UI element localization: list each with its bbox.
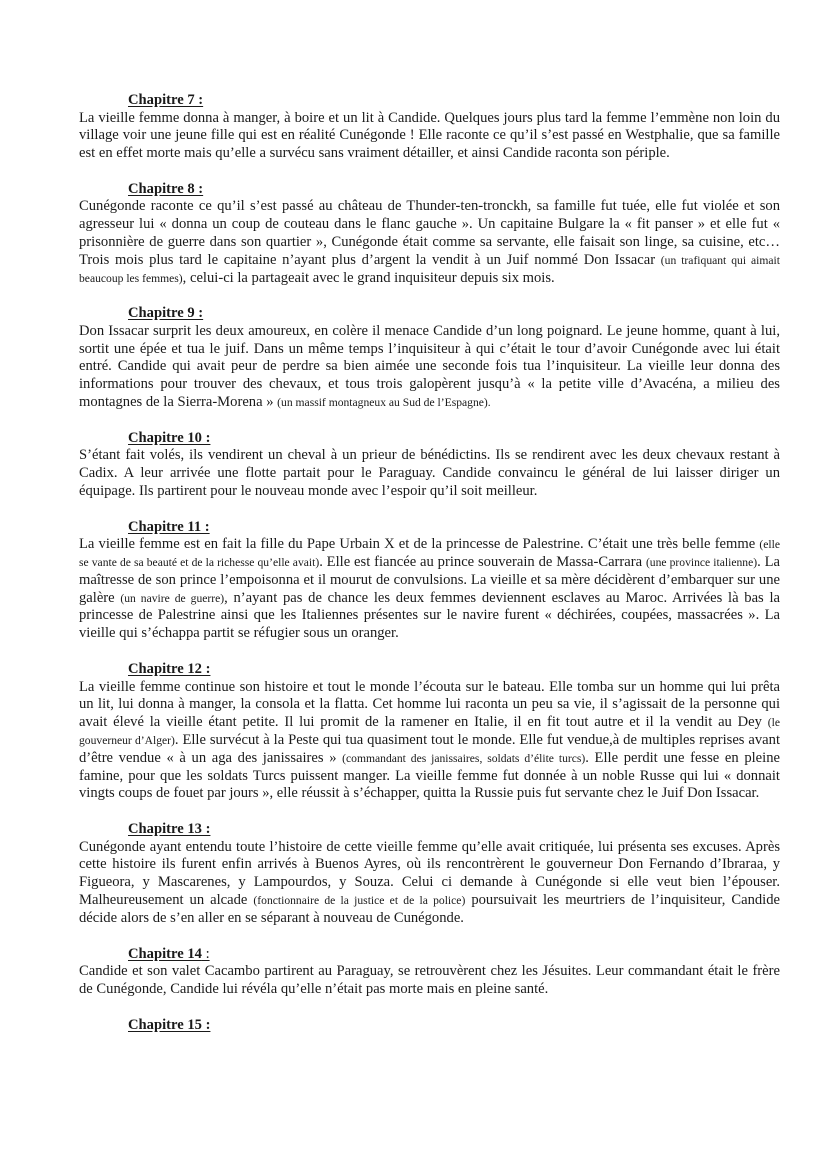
- chapter-13: [79, 821, 780, 927]
- chapter-title: Chapitre 15 :: [128, 1016, 211, 1033]
- chapter-title: Chapitre 13 :: [128, 821, 211, 838]
- parenthetical-note: (commandant des janissaires, soldats d’élite turcs): [342, 751, 586, 765]
- chapter-text: La vieille femme donna à manger, à boire et un lit à Candide. Quelques jours plus tard la femme l’emmène non loin du village voir une jeune fille qui est en réalité Cunégonde ! Elle raconte ce qu’il s’est passé en Westphalie, que sa famille est en effet morte mais qu’elle a survécu sans vraiment détailler, et ainsi Candide raconta son périple.: [79, 109, 780, 162]
- chapter-text: Cunégonde raconte ce qu’il s’est passé au château de Thunder-ten-tronckh, sa famille fut tuée, elle fut violée et son agresseur lui « donna un coup de couteau dans le flanc gauche ». Un capitaine Bulgare la « fit panser » et elle fut « prisonnière de guerre dans son quartier », Cunégonde était comme sa servante, elle faisait son linge, sa cuisine, etc… Trois mois plus tard le capitaine n’ayant plus d’argent la vendit à un Juif nommé Don Issacar (un trafiquant qui aimait beaucoup les femmes), celui-ci la partageait avec le grand inquisiteur depuis six mois.: [79, 198, 780, 286]
- chapter-text: La vieille femme continue son histoire et tout le monde l’écouta sur le bateau. Elle tomba sur un homme qui lui prêta un lit, lui donna à manger, la consola et la flatta. Cet homme lui raconta un peu sa vie, il s’agissait de la personne qui avait élevé la vieille étant petite. Il lui promit de la ramener en Italie, il en fit tout autre et il la vendit au Dey (le gouverneur d’Alger). Elle survécut à la Peste qui tua quasiment tout le monde. Elle fut vendue,à de multiples reprises avant d’être vendue « à un aga des janissaires » (commandant des janissaires, soldats d’élite turcs). Elle perdit une fesse en pleine famine, pour que les soldats Turcs puissent manger. La vieille femme fut donnée à un noble Russe qui lui « donnait vingts coups de fouet par jours », elle réussit à s’échapper, quitta la Russie puis fut servante chez le Juif Don Issacar.: [79, 678, 780, 802]
- parenthetical-note: (un trafiquant qui aimait beaucoup les femmes): [79, 253, 780, 285]
- chapter-title: Chapitre 9 :: [128, 305, 204, 322]
- chapter-8: [79, 181, 780, 287]
- parenthetical-note: (fonctionnaire de la justice et de la police): [253, 894, 466, 907]
- chapter-title: Chapitre 8 :: [128, 180, 204, 197]
- chapter-14: [79, 946, 780, 999]
- parenthetical-note: (un massif montagneux au Sud de l’Espagne).: [277, 396, 491, 410]
- chapter-15: [79, 1017, 780, 1035]
- chapter-11: [79, 519, 780, 643]
- chapter-7: [79, 92, 780, 163]
- parenthetical-note: (elle se vante de sa beauté et de la richesse qu’elle avait): [79, 538, 780, 570]
- chapter-10: [79, 430, 780, 501]
- chapter-text: S’étant fait volés, ils vendirent un cheval à un prieur de bénédictins. Ils se rendirent avec les deux chevaux restant à Cadix. A leur arrivée une flotte partait pour le Paraguay. Candide convaincu le général de lui laisser diriger un équipage. Ils partirent pour le nouveau monde avec l’espoir qu’il soit meilleur.: [79, 447, 780, 499]
- chapter-title: Chapitre 14 :: [128, 945, 210, 962]
- parenthetical-note: (un navire de guerre): [120, 591, 225, 605]
- chapter-text: Cunégonde ayant entendu toute l’histoire de cette vieille femme qu’elle avait critiquée, lui présenta ses excuses. Après cette histoire ils furent enfin arrivés à Buenos Ayres, où ils rencontrèrent le gouverneur Don Fernando d’Ibraraa, y Figueora, y Mascarenes, y Lampourdos, y Souza. Celui ci demande à Cunégonde si elle veut bien l’épouser. Malheureusement un alcade (fonctionnaire de la justice et de la police) poursuivait les meurtriers de l’inquisiteur, Candide décide alors de s’en aller en se séparant à nouveau de Cunégonde.: [79, 838, 780, 926]
- chapter-text: La vieille femme est en fait la fille du Pape Urbain X et de la princesse de Palestrine. C’était une très belle femme (elle se vante de sa beauté et de la richesse qu’elle avait). Elle est fiancée au prince souverain de Massa-Carrara (une province italienne). La maîtresse de son prince l’empoisonna et il mourut de convulsions. La vieille et sa mère décidèrent d’embarquer sur une galère (un navire de guerre), n’ayant pas de chance les deux femmes deviennent esclaves au Maroc. Arrivées là bas la princesse de Palestrine ainsi que les Italiennes présentes sur le navire furent « déchirées, coupées, massacrées ». La vieille qui s’échappa partit se réfugier sous un oranger.: [79, 536, 780, 642]
- chapter-12: [79, 661, 780, 803]
- chapter-text: Candide et son valet Cacambo partirent au Paraguay, se retrouvèrent chez les Jésuites. Leur commandant était le frère de Cunégonde, Candide lui révéla qu’elle n’était pas morte mais en pleine santé.: [79, 963, 780, 997]
- chapter-title: Chapitre 12 :: [128, 661, 211, 678]
- chapter-text: Don Issacar surprit les deux amoureux, en colère il menace Candide d’un long poignard. Le jeune homme, quant à lui, sortit une épée et tua le juif. Dans un même temps l’inquisiteur à qui c’était le tour d’avoir Cunégonde avec lui était entré. Candide qui avait peur de perdre sa bien aimée une seconde fois tua l’inquisiteur. La vieille leur donna des informations pour trouver des chevaux, et tous trois galopèrent jusqu’à « la petite ville d’Avacéna, a milieu des montagnes de la Sierra-Morena » (un massif montagneux au Sud de l’Espagne).: [79, 322, 780, 411]
- parenthetical-note: (une province italienne): [645, 556, 758, 570]
- chapter-9: [79, 305, 780, 411]
- chapter-title: Chapitre 7 :: [128, 92, 204, 108]
- parenthetical-note: (le gouverneur d’Alger): [79, 716, 780, 747]
- chapter-title: Chapitre 10 :: [128, 429, 211, 446]
- chapter-title: Chapitre 11 :: [128, 518, 210, 535]
